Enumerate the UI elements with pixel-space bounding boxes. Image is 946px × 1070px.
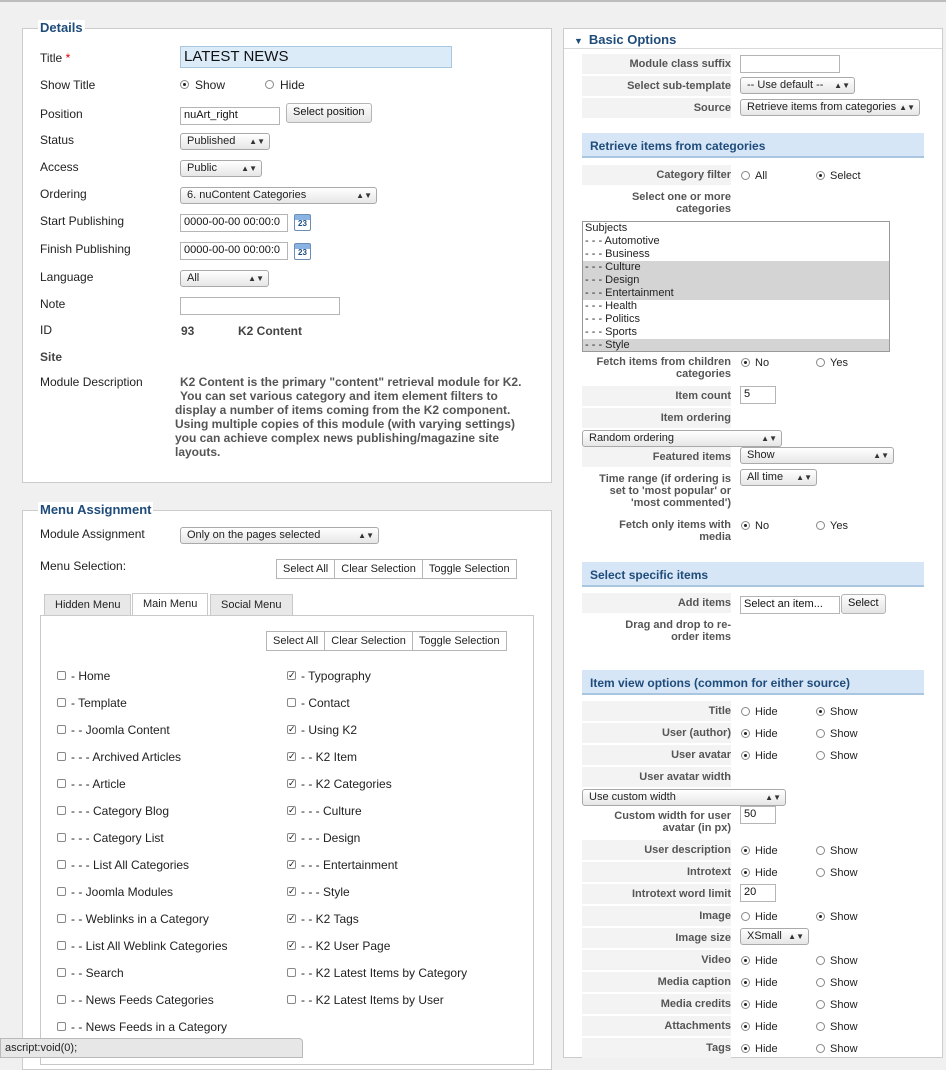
introtext-limit-label: Introtext word limit <box>582 884 731 904</box>
note-input[interactable] <box>180 297 340 315</box>
tags-show-label: Show <box>830 1043 858 1055</box>
menu-item-label: - - - Article <box>71 777 126 791</box>
introtext-hide-label: Hide <box>755 867 778 879</box>
retrieve-section-header: Retrieve items from categories <box>582 133 924 158</box>
select-position-button[interactable]: Select position <box>286 103 372 123</box>
custom-width-input[interactable]: 50 <box>740 806 776 824</box>
attachments-show-radio[interactable] <box>816 1022 825 1031</box>
image-show-label: Show <box>830 911 858 923</box>
browser-status-bar: ascript:void(0); <box>0 1038 303 1058</box>
item-ordering-label: Item ordering <box>582 408 731 428</box>
menu-item-label: - - List All Weblink Categories <box>71 939 228 953</box>
menu-item-checkbox[interactable] <box>57 725 66 734</box>
select-arrows-icon: ▲▼ <box>765 793 781 802</box>
position-label: Position <box>40 107 83 121</box>
collapse-triangle-icon: ▼ <box>574 36 583 46</box>
menu-item-checkbox[interactable]: ✓ <box>288 886 296 896</box>
featured-items-select[interactable]: Show ▲▼ <box>740 447 894 464</box>
show-title-show-radio[interactable] <box>180 80 189 89</box>
menu-item-checkbox[interactable] <box>57 1022 66 1031</box>
select-arrows-icon: ▲▼ <box>796 473 812 482</box>
status-label: Status <box>40 133 75 147</box>
category-option[interactable]: - - - Health <box>585 300 637 312</box>
user-avatar-width-label: User avatar width <box>582 767 731 787</box>
attachments-hide-label: Hide <box>755 1021 778 1033</box>
category-option[interactable]: - - - Automotive <box>585 235 660 247</box>
tags-hide-radio[interactable] <box>741 1044 750 1053</box>
introtext-limit-input[interactable]: 20 <box>740 884 776 902</box>
sub-template-select[interactable]: -- Use default -- ▲▼ <box>740 77 855 94</box>
module-description-label: Module Description <box>40 375 143 389</box>
menu-item-checkbox[interactable] <box>57 995 66 1004</box>
add-items-label: Add items <box>582 593 731 613</box>
item-count-input[interactable]: 5 <box>740 386 776 404</box>
select-arrows-icon: ▲▼ <box>358 531 374 540</box>
category-option[interactable]: - - - Design <box>583 274 889 287</box>
item-count-label: Item count <box>582 386 731 406</box>
fetch-media-label: Fetch only items with media <box>619 519 731 543</box>
media-credits-hide-radio[interactable] <box>741 1000 750 1009</box>
menu-selection-buttons <box>276 559 517 579</box>
ordering-select[interactable]: 6. nuContent Categories ▲▼ <box>180 187 377 204</box>
media-caption-show-radio[interactable] <box>816 978 825 987</box>
add-items-input[interactable]: Select an item... <box>740 596 840 614</box>
menu-item-checkbox[interactable]: ✓ <box>288 859 296 869</box>
tab-selection-buttons <box>266 631 507 651</box>
media-caption-hide-label: Hide <box>755 977 778 989</box>
user-author-label: User (author) <box>582 723 731 743</box>
user-author-hide-radio[interactable] <box>741 729 750 738</box>
item-ordering-select[interactable]: Random ordering ▲▼ <box>582 430 782 447</box>
menu-item-label: - - News Feeds in a Category <box>71 1020 228 1034</box>
category-filter-all-radio[interactable] <box>741 171 750 180</box>
tab-social-menu[interactable]: Social Menu <box>210 594 293 615</box>
attachments-label: Attachments <box>582 1016 731 1036</box>
select-arrows-icon: ▲▼ <box>873 451 889 460</box>
title-show-label: Show <box>830 706 858 718</box>
menu-item-label: - - K2 Categories <box>301 777 392 791</box>
select-arrows-icon: ▲▼ <box>788 932 804 941</box>
menu-item-label: - - K2 User Page <box>301 939 391 953</box>
categories-listbox[interactable] <box>582 221 890 352</box>
item-view-section-header: Item view options (common for either source) <box>582 670 924 695</box>
tab-toggle-selection-button[interactable]: Toggle Selection <box>418 635 500 647</box>
menu-item-label: - - Joomla Content <box>71 723 170 737</box>
menu-item-checkbox[interactable]: ✓ <box>288 832 296 842</box>
media-credits-show-label: Show <box>830 999 858 1011</box>
category-option[interactable]: Subjects <box>585 222 628 234</box>
source-select[interactable]: Retrieve items from categories ▲▼ <box>740 99 920 116</box>
menu-item-label: - - Search <box>71 966 124 980</box>
image-size-select[interactable]: XSmall ▲▼ <box>740 928 809 945</box>
menu-item-checkbox[interactable] <box>57 941 66 950</box>
tab-clear-selection-button[interactable]: Clear Selection <box>325 632 413 650</box>
menu-item-checkbox[interactable] <box>287 968 296 977</box>
menu-item-checkbox[interactable] <box>287 995 296 1004</box>
user-author-show-label: Show <box>830 728 858 740</box>
time-range-select[interactable]: All time ▲▼ <box>740 469 817 486</box>
user-avatar-label: User avatar <box>582 745 731 765</box>
toggle-selection-button[interactable]: Toggle Selection <box>428 563 510 575</box>
menu-item-label: - Typography <box>301 669 371 683</box>
user-author-show-radio[interactable] <box>816 729 825 738</box>
media-caption-show-label: Show <box>830 977 858 989</box>
user-description-show-radio[interactable] <box>816 846 825 855</box>
top-border <box>0 0 946 2</box>
image-label: Image <box>582 906 731 926</box>
tab-hidden-menu[interactable]: Hidden Menu <box>44 594 131 615</box>
source-label: Source <box>582 98 731 118</box>
menu-item-checkbox[interactable] <box>57 671 66 680</box>
start-calendar-icon[interactable]: 23 <box>294 214 311 231</box>
select-arrows-icon: ▲▼ <box>834 81 850 90</box>
status-select[interactable]: Published ▲▼ <box>180 133 270 150</box>
tab-main-menu[interactable]: Main Menu <box>132 593 208 616</box>
show-title-hide-label: Hide <box>280 78 305 92</box>
category-option[interactable]: - - - Entertainment <box>583 287 889 300</box>
featured-items-label: Featured items <box>582 447 731 467</box>
menu-item-checkbox[interactable]: ✓ <box>288 724 296 734</box>
category-filter-label: Category filter <box>582 165 731 185</box>
user-avatar-width-select[interactable]: Use custom width ▲▼ <box>582 789 786 806</box>
menu-item-label: - Home <box>71 669 111 683</box>
menu-item-checkbox[interactable] <box>57 968 66 977</box>
menu-item-label: - - - Entertainment <box>301 858 398 872</box>
category-option[interactable]: - - - Politics <box>585 313 640 325</box>
custom-width-label: Custom width for user avatar (in px) <box>614 810 731 834</box>
position-input[interactable]: nuArt_right <box>180 107 280 125</box>
menu-item-checkbox[interactable] <box>287 698 296 707</box>
select-arrows-icon: ▲▼ <box>241 164 257 173</box>
menu-assignment-legend: Menu Assignment <box>40 502 152 517</box>
image-hide-label: Hide <box>755 911 778 923</box>
menu-item-checkbox[interactable] <box>57 752 66 761</box>
category-filter-select-label: Select <box>830 170 861 182</box>
select-arrows-icon: ▲▼ <box>356 191 372 200</box>
menu-item-checkbox[interactable] <box>57 887 66 896</box>
tags-label: Tags <box>582 1038 731 1058</box>
module-class-suffix-label: Module class suffix <box>582 54 731 74</box>
language-select[interactable]: All ▲▼ <box>180 270 269 287</box>
menu-item-checkbox[interactable] <box>57 833 66 842</box>
introtext-label: Introtext <box>582 862 731 882</box>
language-label: Language <box>40 270 94 284</box>
media-credits-hide-label: Hide <box>755 999 778 1011</box>
menu-selection-label: Menu Selection: <box>40 559 127 573</box>
introtext-show-radio[interactable] <box>816 868 825 877</box>
select-arrows-icon: ▲▼ <box>249 137 265 146</box>
menu-item-label: - - - Archived Articles <box>71 750 182 764</box>
tags-show-radio[interactable] <box>816 1044 825 1053</box>
site-label: Site <box>40 350 63 364</box>
user-avatar-hide-radio[interactable] <box>741 751 750 760</box>
image-size-label: Image size <box>582 928 731 948</box>
menu-item-checkbox[interactable] <box>57 860 66 869</box>
category-option[interactable]: - - - Culture <box>583 261 889 274</box>
select-arrows-icon: ▲▼ <box>248 274 264 283</box>
finish-calendar-icon[interactable]: 23 <box>294 243 311 260</box>
select-arrows-icon: ▲▼ <box>761 434 777 443</box>
select-all-button[interactable]: Select All <box>277 560 335 578</box>
show-title-label: Show Title <box>40 78 96 92</box>
finish-publishing-label: Finish Publishing <box>40 242 131 256</box>
menu-item-checkbox[interactable]: ✓ <box>288 805 296 815</box>
user-description-hide-radio[interactable] <box>741 846 750 855</box>
menu-item-label: - - K2 Latest Items by User <box>301 993 444 1007</box>
introtext-hide-radio[interactable] <box>741 868 750 877</box>
fetch-media-yes-label: Yes <box>830 520 848 532</box>
title-input[interactable]: LATEST NEWS <box>180 46 452 68</box>
fetch-children-no-radio[interactable] <box>741 358 750 367</box>
id-value: 93 <box>181 324 195 338</box>
module-description: K2 Content is the primary "content" retrieval module for K2. You can set various category and item element filters to display a number of items coming from the K2 component. Using multiple copies of this module (with varying settings) you can achieve complex news publishing/magazine site layouts. <box>175 375 522 459</box>
fetch-children-yes-radio[interactable] <box>816 358 825 367</box>
menu-item-label: - Contact <box>301 696 350 710</box>
video-show-radio[interactable] <box>816 956 825 965</box>
video-label: Video <box>582 950 731 970</box>
title-hide-label: Hide <box>755 706 778 718</box>
menu-item-label: - - K2 Item <box>301 750 358 764</box>
add-items-select-button[interactable]: Select <box>841 594 886 614</box>
attachments-show-label: Show <box>830 1021 858 1033</box>
module-assignment-label: Module Assignment <box>40 527 145 541</box>
attachments-hide-radio[interactable] <box>741 1022 750 1031</box>
menu-item-label: - - Weblinks in a Category <box>71 912 209 926</box>
menu-item-label: - - Joomla Modules <box>71 885 174 899</box>
menu-item-label: - Using K2 <box>301 723 358 737</box>
menu-item-checkbox[interactable]: ✓ <box>288 913 296 923</box>
basic-options-divider <box>564 48 942 49</box>
menu-item-checkbox[interactable]: ✓ <box>288 778 296 788</box>
video-hide-radio[interactable] <box>741 956 750 965</box>
menu-item-label: - - - Design <box>301 831 361 845</box>
show-title-hide-radio[interactable] <box>265 80 274 89</box>
access-select[interactable]: Public ▲▼ <box>180 160 262 177</box>
menu-item-label: - - - List All Categories <box>71 858 190 872</box>
ordering-label: Ordering <box>40 187 87 201</box>
module-class-suffix-input[interactable] <box>740 55 840 73</box>
user-description-show-label: Show <box>830 845 858 857</box>
basic-options-header[interactable]: ▼ Basic Options <box>574 32 677 47</box>
user-author-hide-label: Hide <box>755 728 778 740</box>
menu-item-label: - - - Culture <box>301 804 362 818</box>
user-avatar-hide-label: Hide <box>755 750 778 762</box>
title-label: Title * <box>40 51 71 65</box>
specific-section-header: Select specific items <box>582 562 924 587</box>
show-title-show-label: Show <box>195 78 226 92</box>
menu-item-checkbox[interactable]: ✓ <box>288 670 296 680</box>
user-description-hide-label: Hide <box>755 845 778 857</box>
category-option[interactable]: - - - Business <box>585 248 650 260</box>
access-label: Access <box>40 160 79 174</box>
menu-item-label: - - - Category List <box>71 831 164 845</box>
title-label: Title <box>582 701 731 721</box>
media-credits-label: Media credits <box>582 994 731 1014</box>
menu-item-label: - - K2 Tags <box>301 912 359 926</box>
category-filter-select-radio[interactable] <box>816 171 825 180</box>
fetch-media-no-radio[interactable] <box>741 521 750 530</box>
user-description-label: User description <box>582 840 731 860</box>
image-show-radio[interactable] <box>816 912 825 921</box>
category-filter-all-label: All <box>755 170 768 182</box>
menu-item-checkbox[interactable] <box>57 806 66 815</box>
menu-item-label: - - K2 Latest Items by Category <box>301 966 468 980</box>
menu-item-label: - - - Category Blog <box>71 804 170 818</box>
tab-select-all-button[interactable]: Select All <box>267 632 325 650</box>
select-arrows-icon: ▲▼ <box>899 103 915 112</box>
image-hide-radio[interactable] <box>741 912 750 921</box>
menu-item-checkbox[interactable] <box>57 914 66 923</box>
select-categories-label: Select one or more categories <box>631 191 731 215</box>
start-publishing-label: Start Publishing <box>40 214 125 228</box>
sub-template-label: Select sub-template <box>582 76 731 96</box>
fetch-children-yes-label: Yes <box>830 357 848 369</box>
clear-selection-button[interactable]: Clear Selection <box>335 560 423 578</box>
details-legend: Details <box>40 20 83 35</box>
module-assignment-select[interactable]: Only on the pages selected ▲▼ <box>180 527 379 544</box>
note-label: Note <box>40 297 66 311</box>
fetch-media-yes-radio[interactable] <box>816 521 825 530</box>
menu-item-label: - Template <box>71 696 127 710</box>
menu-item-checkbox[interactable] <box>57 779 66 788</box>
video-show-label: Show <box>830 955 858 967</box>
menu-item-label: - - News Feeds Categories <box>71 993 214 1007</box>
start-publishing-input[interactable]: 0000-00-00 00:00:0 <box>180 214 288 232</box>
media-credits-show-radio[interactable] <box>816 1000 825 1009</box>
drag-drop-label: Drag and drop to re-order items <box>625 619 731 643</box>
fetch-children-no-label: No <box>755 357 770 369</box>
introtext-show-label: Show <box>830 867 858 879</box>
user-avatar-show-radio[interactable] <box>816 751 825 760</box>
id-label: ID <box>40 323 52 337</box>
media-caption-label: Media caption <box>582 972 731 992</box>
menu-item-checkbox[interactable]: ✓ <box>288 751 296 761</box>
finish-publishing-input[interactable]: 0000-00-00 00:00:0 <box>180 242 288 260</box>
media-caption-hide-radio[interactable] <box>741 978 750 987</box>
category-option[interactable]: - - - Style <box>583 339 889 352</box>
module-type: K2 Content <box>238 324 302 338</box>
menu-item-label: - - - Style <box>301 885 350 899</box>
title-show-radio[interactable] <box>816 707 825 716</box>
title-hide-radio[interactable] <box>741 707 750 716</box>
tags-hide-label: Hide <box>755 1043 778 1055</box>
menu-item-checkbox[interactable] <box>57 698 66 707</box>
video-hide-label: Hide <box>755 955 778 967</box>
fetch-children-label: Fetch items from children categories <box>596 356 731 380</box>
time-range-label: Time range (if ordering is set to 'most popular' or 'most commented') <box>599 473 731 509</box>
category-option[interactable]: - - - Sports <box>585 326 637 338</box>
menu-item-checkbox[interactable]: ✓ <box>288 940 296 950</box>
fetch-media-no-label: No <box>755 520 770 532</box>
user-avatar-show-label: Show <box>830 750 858 762</box>
